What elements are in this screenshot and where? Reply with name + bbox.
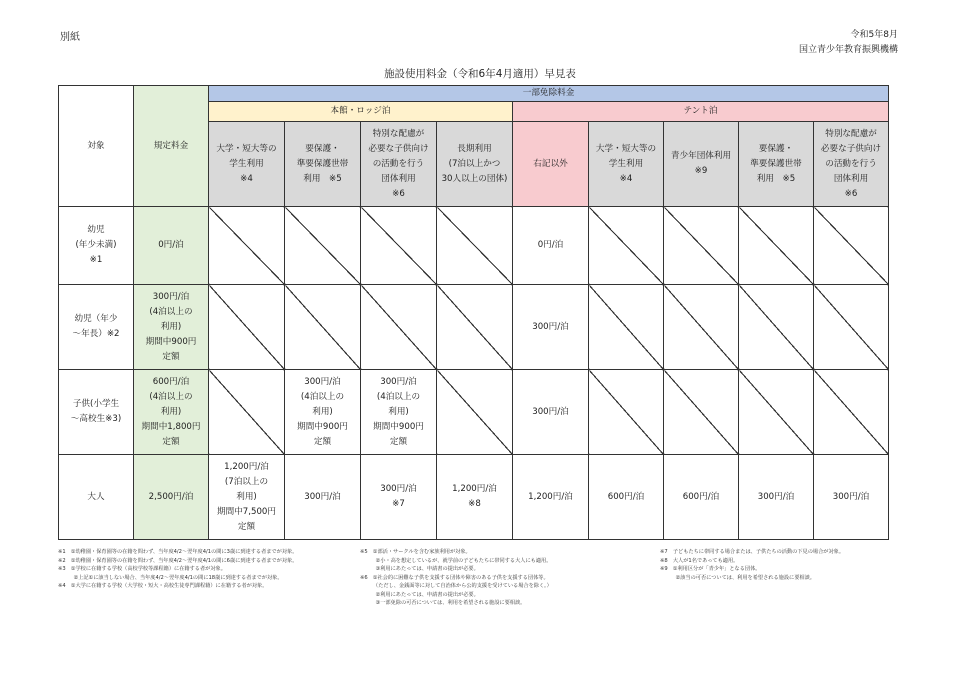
text-line: 600円/泊 — [607, 491, 645, 502]
text-line: 300円/泊 — [532, 406, 569, 417]
text-line: (年少未満) — [75, 240, 117, 250]
footnote-line: （ただし、金銭面等に対して自治体から公的支援を受けている場合を除く。） — [360, 583, 552, 589]
text-line: 幼児 — [87, 225, 105, 235]
text-line: 必要な子供向け — [820, 143, 882, 154]
target-cell — [59, 285, 134, 370]
text-line: ～高校生※3) — [70, 414, 122, 424]
footnote-line: ※6 ①社会的に困難な子供を支援する団体や障害のある子供を支援する団体等。 — [360, 574, 549, 581]
text-line: 要保護・ — [305, 143, 340, 154]
not-applicable-cell — [739, 285, 814, 370]
text-line: 0円/泊 — [537, 240, 564, 250]
category-header — [814, 122, 889, 207]
text-line: 期間中900円 — [297, 421, 348, 432]
footnote-line: ※4 ①大学に在籍する学校（大学校・短大・高校生徒専門課程籍）に在籍する者が対象。 — [58, 583, 268, 589]
text-line: 30人以上の団体) — [441, 173, 508, 184]
fee-cell — [361, 370, 437, 455]
footnote-line: ※3 ①学校に在籍する学校（高校学校等課程籍）に在籍する者が対象。 — [58, 566, 226, 572]
text-line: 期間中900円 — [145, 336, 197, 347]
fee-table — [58, 85, 889, 540]
honkan-lodge-header: 本館・ロッジ泊 — [209, 102, 513, 122]
text-line: 学生利用 — [608, 158, 644, 169]
text-line: 300円/泊 — [152, 291, 190, 302]
text-line: 学生利用 — [229, 158, 264, 169]
text-line: 1,200円/泊 — [528, 491, 573, 502]
text-line: 600円/泊 — [152, 376, 190, 387]
category-header — [285, 122, 361, 207]
text-line: 利用) — [160, 321, 182, 332]
text-line: 子供(小学生 — [72, 399, 120, 409]
standard-fee-cell — [134, 455, 209, 540]
text-line: 1,200円/泊 — [224, 461, 269, 472]
not-applicable-cell — [814, 370, 889, 455]
fee-cell — [285, 455, 361, 540]
fee-cell — [513, 370, 589, 455]
not-applicable-cell — [209, 370, 285, 455]
fee-cell — [361, 455, 437, 540]
category-header — [513, 122, 589, 207]
text-line: 大人 — [87, 491, 105, 502]
partial-exemption-header: 一部免除料金 — [209, 86, 889, 102]
footnote-line: ※8 大人が1名であっても適用。 — [660, 557, 739, 564]
footnote-line: ③一部免除の可否については、利用を希望される施設に要相談。 — [360, 600, 526, 606]
table-row — [59, 207, 889, 285]
text-line: ～年長）※2 — [72, 329, 120, 339]
category-header — [437, 122, 513, 207]
standard-fee-header: 規定料金 — [134, 86, 209, 207]
not-applicable-cell — [437, 285, 513, 370]
text-line: 青少年団体利用 — [670, 151, 732, 161]
fee-cell — [209, 455, 285, 540]
not-applicable-cell — [437, 207, 513, 285]
category-header — [664, 122, 739, 207]
not-applicable-cell — [589, 285, 664, 370]
fee-cell — [285, 370, 361, 455]
footnote-line: ※9 ①利用区分が「青少年」となる団体。 — [660, 566, 761, 572]
footnotes-col1 — [58, 548, 297, 591]
text-line: 必要な子供向け — [368, 143, 429, 154]
not-applicable-cell — [285, 285, 361, 370]
text-line: 利用) — [388, 406, 409, 417]
fee-cell — [814, 455, 889, 540]
standard-fee-cell — [134, 285, 209, 370]
text-line: 利用 ※5 — [303, 173, 342, 184]
text-line: (4泊以上の — [376, 391, 421, 402]
text-line: 特別な配慮が — [825, 128, 877, 139]
text-line: 定額 — [162, 351, 180, 362]
text-line: 300円/泊 — [304, 491, 341, 502]
text-line: (7泊以上の — [224, 476, 269, 487]
category-header — [739, 122, 814, 207]
fee-cell — [739, 455, 814, 540]
fee-cell — [437, 455, 513, 540]
not-applicable-cell — [814, 207, 889, 285]
footnotes-col3 — [660, 548, 844, 582]
fee-cell — [589, 455, 664, 540]
text-line: 準要保護世帯 — [750, 158, 802, 169]
attachment-label: 別紙 — [60, 32, 80, 43]
text-line: 600円/泊 — [682, 491, 720, 502]
text-line: 要保護・ — [758, 143, 794, 154]
footnote-line: ※1 ①幼稚園・保育園等の在籍を問わず、当年度4/2～翌年度4/1の間に3歳に到達する者までが対象。 — [58, 549, 298, 555]
tent-header: テント泊 — [513, 102, 889, 122]
footnote-line: ③利用にあたっては、申請書の提出が必要。 — [360, 566, 479, 572]
text-line: 利用) — [236, 491, 257, 502]
text-line: (4泊以上の — [149, 306, 193, 317]
not-applicable-cell — [739, 370, 814, 455]
footnote-line: ※7 子どもたちに帯同する場合または、子供たちの活動の下見の場合が対象。 — [660, 549, 845, 555]
text-line: 期間中7,500円 — [217, 506, 276, 517]
text-line: 300円/泊 — [832, 491, 870, 502]
fee-cell — [513, 207, 589, 285]
text-line: 団体利用 — [381, 173, 416, 184]
text-line: 準要保護世帯 — [296, 158, 349, 169]
text-line: 利用 ※5 — [756, 173, 796, 184]
page-title: 施設使用料金（令和6年4月適用）早見表 — [384, 68, 576, 80]
text-line: 1,200円/泊 — [452, 484, 497, 494]
target-cell — [59, 370, 134, 455]
text-line: 期間中1,800円 — [141, 421, 201, 432]
text-line: ※6 — [844, 188, 858, 199]
not-applicable-cell — [664, 285, 739, 370]
footnote-line: ②上記①に該当しない場合、当年度4/2～翌年度4/1の間に18歳に到達する者までが対象。 — [58, 574, 283, 581]
standard-fee-cell — [134, 370, 209, 455]
text-line: 右記以外 — [533, 158, 568, 169]
text-line: ※4 — [240, 173, 253, 184]
target-cell — [59, 207, 134, 285]
footnote-line: ※5 ①部活・サークルを含む家族利用が対象。 — [360, 549, 471, 555]
text-line: ※1 — [89, 255, 103, 265]
text-line: 大学・短大等の — [595, 143, 657, 154]
text-line: 定額 — [237, 521, 256, 532]
not-applicable-cell — [664, 370, 739, 455]
not-applicable-cell — [437, 370, 513, 455]
text-line: 定額 — [162, 436, 180, 447]
not-applicable-cell — [209, 207, 285, 285]
fee-cell — [513, 455, 589, 540]
not-applicable-cell — [361, 285, 437, 370]
not-applicable-cell — [285, 207, 361, 285]
category-header — [589, 122, 664, 207]
footnote-line: ②小・高を想定しているが、就学前の子どもたちに帯同する大人にも適用。 — [360, 557, 552, 564]
table-row — [59, 370, 889, 455]
text-line: 幼児（年少 — [74, 314, 118, 324]
table-row — [59, 285, 889, 370]
text-line: ※6 — [392, 188, 405, 199]
text-line: の活動を行う — [372, 158, 425, 169]
text-line: (7泊以上かつ — [448, 158, 501, 169]
text-line: 2,500円/泊 — [148, 491, 194, 502]
text-line: 0円/泊 — [158, 240, 184, 250]
not-applicable-cell — [361, 207, 437, 285]
organization-name: 国立青少年教育振興機構 — [798, 45, 898, 55]
text-line: 定額 — [313, 436, 332, 447]
not-applicable-cell — [739, 207, 814, 285]
text-line: 長期利用 — [457, 143, 492, 154]
text-line: 300円/泊 — [757, 491, 795, 502]
text-line: ※9 — [694, 166, 708, 176]
text-line: の活動を行う — [825, 158, 877, 169]
text-line: ※7 — [392, 499, 405, 509]
text-line: (4泊以上の — [300, 391, 345, 402]
text-line: (4泊以上の — [149, 391, 193, 402]
not-applicable-cell — [589, 370, 664, 455]
text-line: 団体利用 — [833, 173, 869, 184]
not-applicable-cell — [664, 207, 739, 285]
text-line: 300円/泊 — [380, 376, 417, 387]
not-applicable-cell — [589, 207, 664, 285]
text-line: 特別な配慮が — [372, 128, 425, 139]
text-line: ※4 — [619, 173, 633, 184]
fee-cell — [513, 285, 589, 370]
footnote-line: ※2 ①幼稚園・保育園等の在籍を問わず、当年度4/2～翌年度4/1の間に6歳に到達する者までが対象。 — [58, 557, 298, 564]
text-line: 利用) — [312, 406, 333, 417]
target-cell — [59, 455, 134, 540]
fee-cell — [664, 455, 739, 540]
text-line: 利用) — [160, 406, 182, 417]
header-right — [799, 28, 898, 58]
text-line: 300円/泊 — [304, 376, 341, 387]
text-line: 大学・短大等の — [216, 143, 277, 154]
text-line: 300円/泊 — [380, 484, 417, 494]
footnote-line: ②利用にあたっては、申請書の提出が必要。 — [360, 591, 479, 598]
category-header — [209, 122, 285, 207]
standard-fee-cell — [134, 207, 209, 285]
footnotes-col2 — [360, 548, 552, 608]
issue-date: 令和5年8月 — [850, 30, 898, 40]
text-line: 期間中900円 — [373, 421, 424, 432]
target-header: 対象 — [59, 86, 134, 207]
footnote-line: ②該当の可否については、利用を希望される施設に要相談。 — [660, 574, 815, 581]
text-line: 定額 — [389, 436, 408, 447]
category-header — [361, 122, 437, 207]
text-line: 300円/泊 — [532, 321, 569, 332]
not-applicable-cell — [209, 285, 285, 370]
table-row — [59, 455, 889, 540]
text-line: ※8 — [468, 499, 481, 509]
not-applicable-cell — [814, 285, 889, 370]
